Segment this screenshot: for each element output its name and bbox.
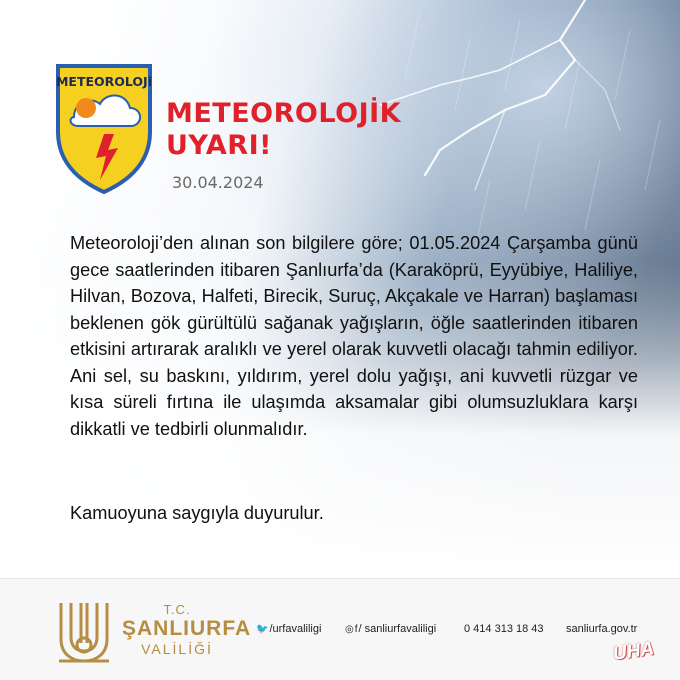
twitter-handle: /urfavaliligi <box>269 623 322 635</box>
social-handle: / sanliurfavaliligi <box>358 623 437 635</box>
website-link[interactable]: sanliurfa.gov.tr <box>566 623 638 635</box>
footer-bar <box>0 578 680 680</box>
gov-city: ŞANLIURFA <box>122 617 252 640</box>
gov-office: VALİLİĞİ <box>141 641 213 657</box>
title-line-2: UYARI! <box>166 130 272 161</box>
notice-body: Meteoroloji’den alınan son bilgilere göre; 01.05.2024 Çarşamba günü gece saatlerinden itibaren Şanlıurfa’da (Karaköprü, Eyyübiye, Haliliye, Hilvan, Bozova, Halfeti, Birecik, Suruç, Akçakale ve Harran) başlaması beklenen gök gürültülü sağanak yağışların, öğle saatlerinden itibaren etkisini artırarak aralıklı ve yerel olarak kuvvetli olacağı tahmin ediliyor. Ani sel, su baskını, yıldırım, yerel dolu yağışı, ani kuvvetli rüzgar ve kısa süreli fırtına ile ulaşımda aksamalar gibi olumsuzluklara karşı dikkatli ve tedbirli olunmalıdır. <box>70 233 638 439</box>
facebook-icon: f <box>354 624 358 635</box>
twitter-icon: 🐦 <box>256 624 269 635</box>
meteoroloji-logo <box>52 62 156 194</box>
twitter-link[interactable] <box>256 623 321 635</box>
logo-label: METEOROLOJi <box>55 74 153 89</box>
valilik-name <box>122 602 252 658</box>
phone-number: 0 414 313 18 43 <box>464 623 544 635</box>
title-line-1: METEOROLOJİK <box>166 98 402 129</box>
social-link[interactable] <box>345 623 436 635</box>
notice-date: 30.04.2024 <box>172 173 264 192</box>
valilik-emblem-icon <box>55 599 113 665</box>
logo-text <box>56 74 152 89</box>
gov-tc: T.C. <box>163 602 191 617</box>
notice-closing: Kamuoyuna saygıyla duyurulur. <box>70 503 324 523</box>
page-title <box>166 98 401 162</box>
uha-watermark: UHA <box>611 638 656 665</box>
instagram-icon: ◎ <box>345 624 354 635</box>
